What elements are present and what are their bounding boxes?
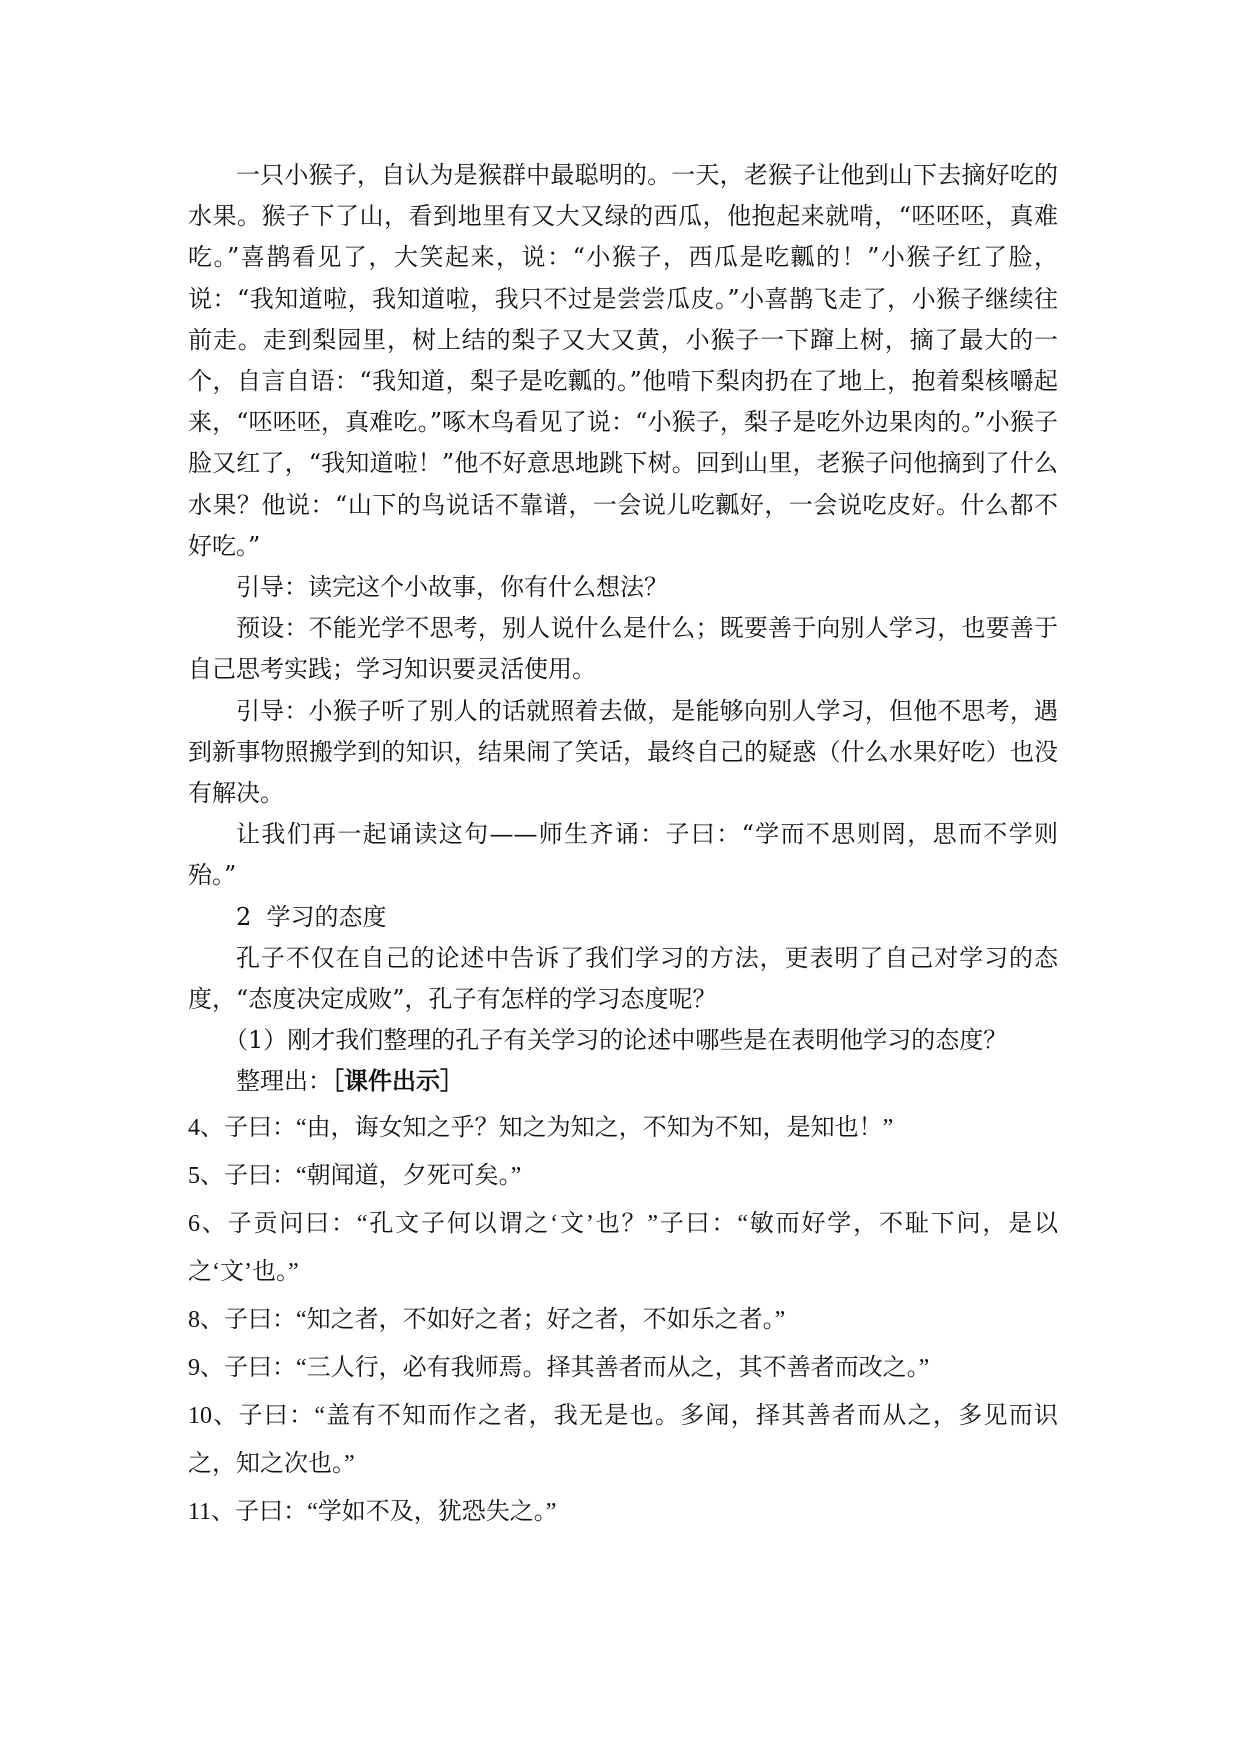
guide-question-paragraph: 引导：读完这个小故事，你有什么想法？	[236, 573, 668, 602]
section-heading: 2 学习的态度	[236, 902, 387, 931]
guide-explanation-paragraph: 引导：小猴子听了别人的话就照着去做，是能够向别人学习，但他不思考，遇到新事物照搬学到的知识，结果闹了笑话，最终自己的疑惑（什么水果好吃）也没有解决。	[188, 696, 1058, 808]
organize-label: 整理出：	[236, 1067, 332, 1096]
document-body	[188, 155, 1058, 1536]
quote-item: 5、子曰：“朝闻道，夕死可矣。”	[188, 1163, 522, 1190]
question-paragraph: （1）刚才我们整理的孔子有关学习的论述中哪些是在表明他学习的态度？	[224, 1026, 1008, 1055]
courseware-tag: ［课件出示］	[332, 1066, 464, 1096]
recite-paragraph: 让我们再一起诵读这句——师生齐诵：子曰：“学而不思则罔，思而不学则殆。”	[188, 820, 1058, 890]
quote-list	[188, 1104, 1058, 1536]
quote-item: 6、子贡问曰：“孔文子何以谓之‘文’也？”子曰：“敏而好学，不耻下问，是以之‘文’也。”	[188, 1211, 1058, 1286]
attitude-paragraph: 孔子不仅在自己的论述中告诉了我们学习的方法，更表明了自己对学习的态度，“态度决定成败”，孔子有怎样的学习态度呢？	[188, 943, 1058, 1014]
quote-item: 11、子曰：“学如不及，犹恐失之。”	[188, 1499, 557, 1526]
organize-line	[188, 1061, 1058, 1101]
quote-item: 9、子曰：“三人行，必有我师焉。择其善者而从之，其不善者而改之。”	[188, 1355, 930, 1382]
preset-answer-paragraph: 预设：不能光学不思考，别人说什么是什么；既要善于向别人学习，也要善于自己思考实践；学习知识要灵活使用。	[188, 614, 1058, 684]
quote-item: 10、子曰：“盖有不知而作之者，我无是也。多闻，择其善者而从之，多见而识之，知之次也。”	[188, 1403, 1058, 1478]
quote-item: 8、子曰：“知之者，不如好之者；好之者，不如乐之者。”	[188, 1307, 786, 1334]
story-paragraph: 一只小猴子，自认为是猴群中最聪明的。一天，老猴子让他到山下去摘好吃的水果。猴子下了山，看到地里有又大又绿的西瓜，他抱起来就啃，“呸呸呸，真难吃。”喜鹊看见了，大笑起来，说：“小猴子，西瓜是吃瓤的！”小猴子红了脸，说：“我知道啦，我知道啦，我只不过是尝尝瓜皮。”小喜鹊飞走了，小猴子继续往前走。走到梨园里，树上结的梨子又大又黄，小猴子一下蹿上树，摘了最大的一个，自言自语：“我知道，梨子是吃瓤的。”他啃下梨肉扔在了地上，抱着梨核嚼起来，“呸呸呸，真难吃。”啄木鸟看见了说：“小猴子，梨子是吃外边果肉的。”小猴子脸又红了，“我知道啦！”他不好意思地跳下树。回到山里，老猴子问他摘到了什么水果？他说：“山下的鸟说话不靠谱，一会说儿吃瓤好，一会说吃皮好。什么都不好吃。”	[188, 161, 1058, 560]
quote-item: 4、子曰：“由，诲女知之乎？知之为知之，不知为不知，是知也！”	[188, 1115, 894, 1142]
